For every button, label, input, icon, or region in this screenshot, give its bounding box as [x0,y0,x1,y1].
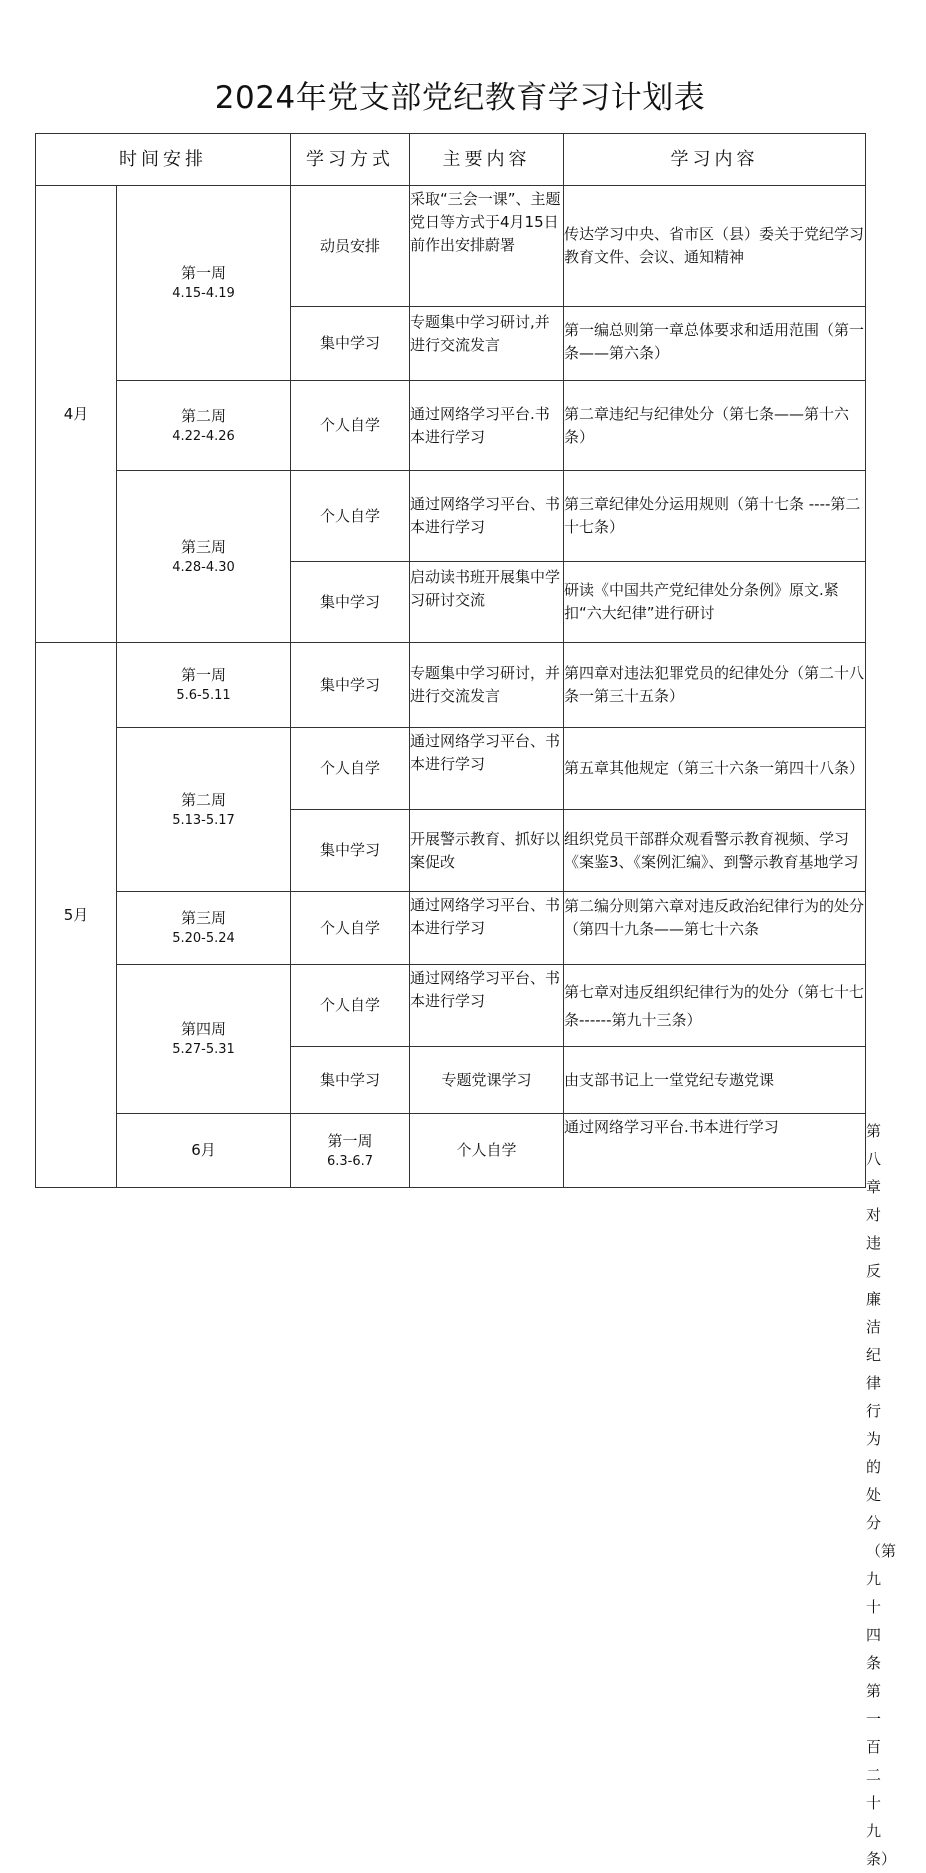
main-content-cell: 采取“三会一课”、主题党日等方式于4月15日前作出安排蔚署 [410,186,564,307]
detail-content-cell: 组织党员干部群众观看警示教育视频、学习《案鉴3、《案例汇编》、到警示教育基地学习 [564,810,866,892]
main-content-cell: 通过网络学习平台、书本进行学习 [410,728,564,810]
header-main: 主要内容 [410,134,564,186]
week-date: 4.28-4.30 [172,559,235,575]
header-detail: 学习内容 [564,134,866,186]
main-content-cell: 启动读书班开展集中学习研讨交流 [410,562,564,643]
week-name: 第一周 [180,666,226,684]
week-cell [291,1114,410,1188]
main-content-cell: 通过网络学习平台.书本进行学习 [410,381,564,471]
table-row [36,643,866,728]
week-date: 6.3-6.7 [326,1153,374,1169]
detail-content-cell: 第三章纪律处分运用规则（第十七条 ----第二十七条） [564,471,866,562]
month-cell: 6月 [117,1114,291,1188]
header-time: 时间安排 [36,134,291,186]
method-cell: 集中学习 [291,562,410,643]
month-cell: 5月 [36,643,117,1188]
main-content-cell: 通过网络学习平台、书本进行学习 [410,892,564,965]
main-content-cell: 专题集中学习研讨，并进行交流发言 [410,643,564,728]
detail-text: 第二编分则第六章对违反政治纪律行为的处分（第四十九条——第七十六条 [564,897,865,938]
table-row [36,186,866,307]
table-row [36,728,866,810]
week-name: 第四周 [180,1020,226,1038]
week-cell [117,728,291,892]
month-cell: 4月 [36,186,117,643]
method-cell: 个人自学 [291,471,410,562]
method-cell: 集中学习 [291,810,410,892]
study-plan-table [35,133,897,1868]
week-date: 5.27-5.31 [172,1042,235,1057]
week-cell [117,892,291,965]
method-cell: 个人自学 [291,965,410,1047]
table-row [36,1114,866,1188]
detail-content-cell: 第一编总则第一章总体要求和适用范围（第一条——第六条） [564,307,866,381]
week-name: 第二周 [180,790,226,809]
detail-content-cell: 研读《中国共产党纪律处分条例》原文.紧扣“六大纪律”进行研讨 [564,562,866,643]
week-cell [117,381,291,471]
table-row [36,965,866,1047]
main-content-cell: 通过网络学习平台、书本进行学习 [410,471,564,562]
method-cell: 集中学习 [291,643,410,728]
method-cell: 集中学习 [291,307,410,381]
main-content-cell: 通过网络学习平台.书本进行学习 [564,1114,866,1188]
main-content-cell: 开展警示教育、抓好以案促改 [410,810,564,892]
method-cell: 集中学习 [291,1047,410,1114]
week-date: 4.15-4.19 [172,286,235,301]
week-date: 5.6-5.11 [176,688,231,703]
week-name: 第二周 [180,406,226,425]
week-name: 第一周 [180,264,226,282]
week-name: 第一周 [327,1131,373,1150]
page-title: 2024年党支部党纪教育学习计划表 [214,80,706,116]
detail-content-cell: 传达学习中央、省市区（县）委关于党纪学习教育文件、会议、通知精神 [564,186,866,307]
method-cell: 个人自学 [291,381,410,471]
week-cell [117,643,291,728]
detail-text: 第八章对违反廉洁纪律行为的处分（第九十四条第一百二十九条） [866,1122,897,1868]
header-row [36,134,866,186]
table-row [36,381,866,471]
detail-content-cell: 第七章对违反组织纪律行为的处分（第七十七条------第九十三条） [564,965,866,1047]
week-date: 4.22-4.26 [172,428,235,444]
method-cell: 动员安排 [291,186,410,307]
week-date: 5.20-5.24 [172,931,235,946]
week-cell [117,186,291,381]
method-cell: 个人自学 [291,892,410,965]
detail-content-cell: 第四章对违法犯罪党员的纪律处分（第二十八条一第三十五条） [564,643,866,728]
method-cell: 个人自学 [291,728,410,810]
main-content-cell: 通过网络学习平台、书本进行学习 [410,965,564,1047]
detail-content-cell [564,892,866,965]
detail-content-cell: 第五章其他规定（第三十六条一第四十八条） [564,728,866,810]
week-cell [117,965,291,1114]
week-date: 5.13-5.17 [172,812,235,828]
table-row [36,892,866,965]
method-cell: 个人自学 [410,1114,564,1188]
week-name: 第三周 [180,909,226,927]
table-row [36,471,866,562]
header-method: 学习方式 [291,134,410,186]
detail-content-cell: 第二章违纪与纪律处分（第七条——第十六条） [564,381,866,471]
detail-content-cell: 由支部书记上一堂党纪专遨党课 [564,1047,866,1114]
week-name: 第三周 [180,537,226,556]
main-content-cell: 专题集中学习研讨,并进行交流发言 [410,307,564,381]
main-content-cell: 专题党课学习 [410,1047,564,1114]
week-cell [117,471,291,643]
